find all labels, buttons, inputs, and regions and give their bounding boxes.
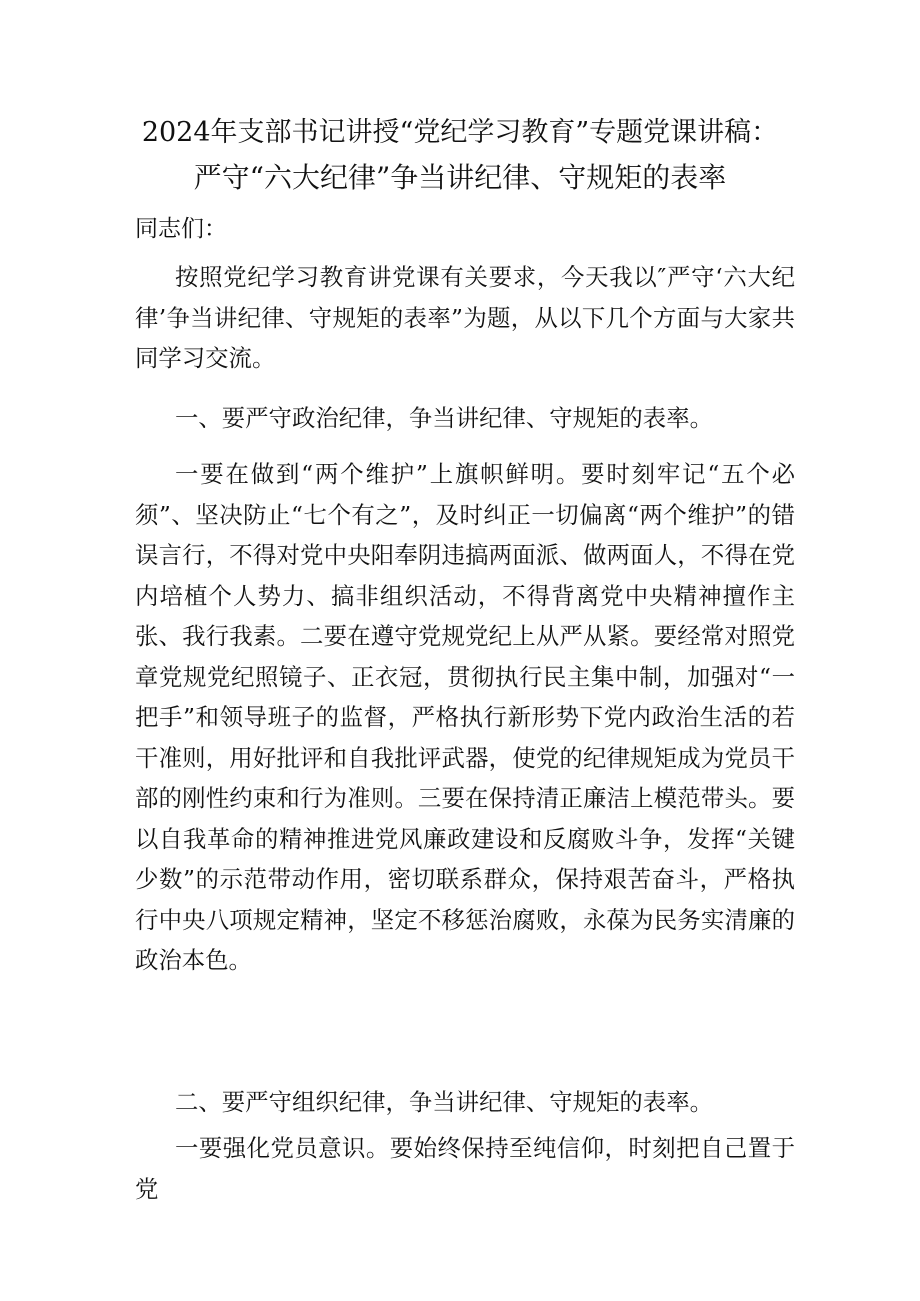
section1-body: 一要在做到“两个维护”上旗帜鲜明。要时刻牢记“五个必须”、坚决防止“七个有之”，及时纠正一切偏离“两个维护”的错误言行，不得对党中央阳奉阴违搞两面派、做两面人，不得在党内培植个人势力、搞非组织活动，不得背离党中央精神擅作主张、我行我素。二要在遵守党规党纪上从严从紧。要经常对照党章党规党纪照镜子、正衣冠，贯彻执行民主集中制，加强对“一把手”和领导班子的监督，严格执行新形势下党内政治生活的若干准则，用好批评和自我批评武器，使党的纪律规矩成为党员干部的刚性约束和行为准则。三要在保持清正廉洁上模范带头。要以自我革命的精神推进党风廉政建设和反腐败斗争，发挥“关键少数”的示范带动作用，密切联系群众，保持艰苦奋斗，严格执行中央八项规定精神，坚定不移惩治腐败，永葆为民务实清廉的政治本色。: [135, 460, 795, 974]
intro-paragraph: 按照党纪学习教育讲党课有关要求，今天我以″严守‘六大纪律’争当讲纪律、守规矩的表率”为题，从以下几个方面与大家共同学习交流。: [135, 263, 795, 372]
document-title-line1: 2024年支部书记讲授“党纪学习教育”专题党课讲稿：: [141, 117, 779, 148]
section2-body: 一要强化党员意识。要始终保持至纯信仰，时刻把自己置于党: [135, 1134, 795, 1203]
section2-heading: 二、要严守组织纪律，争当讲纪律、守规矩的表率。: [175, 1088, 713, 1116]
document-title-line2: 严守“六大纪律”争当讲纪律、守规矩的表率: [193, 161, 727, 194]
salutation: 同志们：: [135, 216, 227, 242]
section1-heading: 一、要严守政治纪律，争当讲纪律、守规矩的表率。: [175, 404, 713, 432]
